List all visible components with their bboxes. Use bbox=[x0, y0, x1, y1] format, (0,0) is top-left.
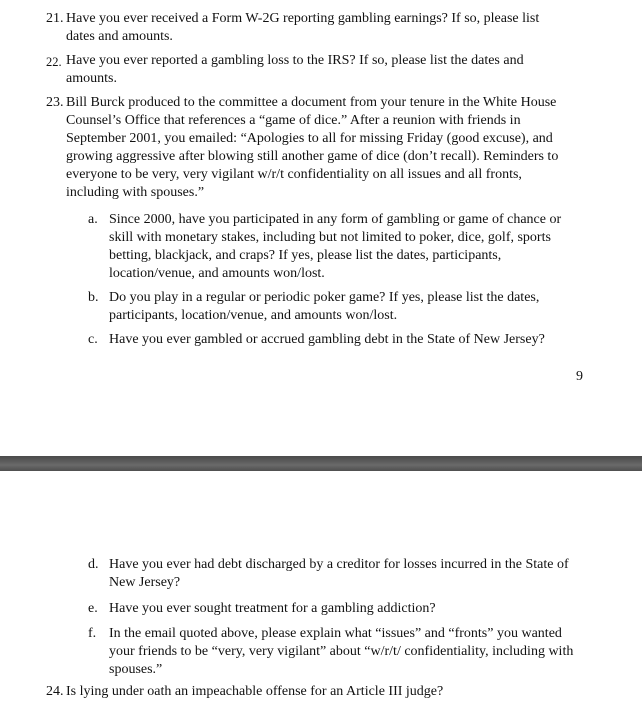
question-24 bbox=[46, 683, 586, 701]
question-23e bbox=[88, 600, 588, 618]
question-23c-text: Have you ever gambled or accrued gambling debt in the State of New Jersey? bbox=[109, 332, 545, 347]
question-22-number: 22. bbox=[46, 55, 62, 69]
question-23a-marker: a. bbox=[88, 212, 98, 227]
question-23d bbox=[88, 556, 588, 592]
question-22-text: Have you ever reported a gambling loss to the IRS? If so, please list the dates and amounts. bbox=[66, 53, 524, 86]
question-23b-marker: b. bbox=[88, 290, 99, 305]
question-24-number: 24. bbox=[46, 684, 64, 699]
question-23a-text: Since 2000, have you participated in any form of gambling or game of chance or skill with monetary stakes, including but not limited to poker, dice, golf, sports betting, blackjack, and craps? If yes, please list the dates, participants, location/venue, and amounts won/lost. bbox=[109, 212, 562, 281]
question-23 bbox=[46, 94, 578, 202]
question-23e-marker: e. bbox=[88, 601, 98, 616]
question-23f bbox=[88, 625, 583, 679]
question-23c-marker: c. bbox=[88, 332, 98, 347]
question-23f-marker: f. bbox=[88, 626, 97, 641]
question-22 bbox=[46, 52, 566, 88]
question-23b bbox=[88, 289, 578, 325]
question-23f-text: In the email quoted above, please explain what “issues” and “fronts” you wanted your friends to be “very, very vigilant” about “w/r/t/ confidentiality, including with spouses.” bbox=[109, 626, 574, 677]
page-number: 9 bbox=[576, 369, 583, 384]
question-23-text: Bill Burck produced to the committee a document from your tenure in the White House Counsel’s Office that references a “game of dice.” After a reunion with friends in September 2001, you emailed: “Apologies to all for missing Friday (good excuse), and growing aggressive after blowing still another game of dice (don’t recall). Reminders to everyone to be very, very vigilant w/r/t confidentiality on all issues and all fronts, including with spouses.” bbox=[66, 95, 559, 200]
question-23b-text: Do you play in a regular or periodic poker game? If yes, please list the dates, participants, location/venue, and amounts won/lost. bbox=[109, 290, 540, 323]
question-21 bbox=[46, 10, 566, 46]
page-break-divider bbox=[0, 456, 642, 471]
question-23d-text: Have you ever had debt discharged by a creditor for losses incurred in the State of New Jersey? bbox=[109, 557, 569, 590]
document-page-lower bbox=[0, 471, 642, 709]
question-23d-marker: d. bbox=[88, 557, 99, 572]
question-23c bbox=[88, 331, 588, 349]
question-23a bbox=[88, 211, 583, 283]
question-24-text: Is lying under oath an impeachable offense for an Article III judge? bbox=[66, 684, 444, 699]
question-21-number: 21. bbox=[46, 11, 64, 26]
question-23-number: 23. bbox=[46, 95, 64, 110]
question-23e-text: Have you ever sought treatment for a gambling addiction? bbox=[109, 601, 436, 616]
question-21-text: Have you ever received a Form W-2G reporting gambling earnings? If so, please list dates and amounts. bbox=[66, 11, 540, 44]
